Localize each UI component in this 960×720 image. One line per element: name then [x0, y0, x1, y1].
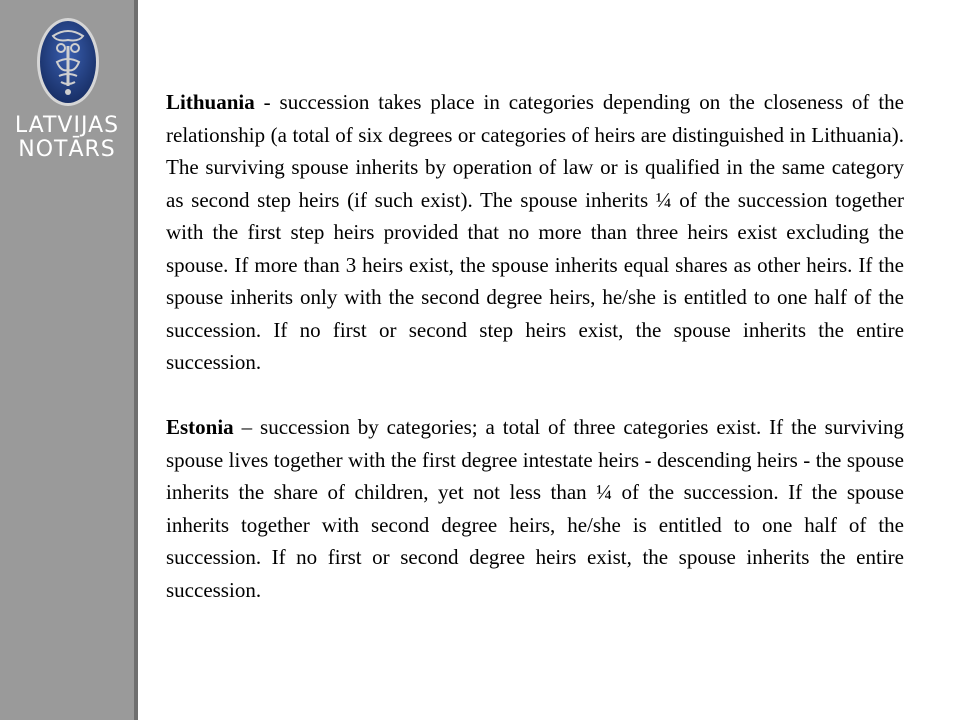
country-heading-estonia: Estonia	[166, 415, 234, 439]
brand-name-line-2: NOTĀRS	[18, 137, 116, 162]
brand-sidebar	[0, 0, 134, 720]
sidebar-divider	[134, 0, 138, 720]
country-heading-lithuania: Lithuania	[166, 90, 255, 114]
brand-name-line-1: LATVIJAS	[14, 113, 120, 138]
paragraph-estonia	[166, 411, 904, 606]
notary-emblem-icon	[35, 16, 101, 108]
paragraph-text-estonia: – succession by categories; a total of three categories exist. If the surviving spouse lives together with the first degree intestate heirs - descending heirs - the spouse inherits the share of children, yet not less than ¼ of the succession. If the spouse inherits together with second degree heirs, he/she is entitled to one half of the succession. If no first or second degree heirs exist, the spouse inherits the entire succession.	[166, 415, 904, 602]
slide-body	[166, 86, 904, 606]
paragraph-text-lithuania: - succession takes place in categories depending on the closeness of the relationship (a total of six degrees or categories of heirs are distinguished in Lithuania). The surviving spouse inherits by operation of law or is qualified in the same category as second step heirs (if such exist). The spouse inherits ¼ of the succession together with the first step heirs provided that no more than three heirs exist excluding the spouse. If more than 3 heirs exist, the spouse inherits equal shares as other heirs. If the spouse inherits only with the second degree heirs, he/she is entitled to one half of the succession. If no first or second step heirs exist, the spouse inherits the entire succession.	[166, 90, 904, 374]
paragraph-lithuania	[166, 86, 904, 379]
